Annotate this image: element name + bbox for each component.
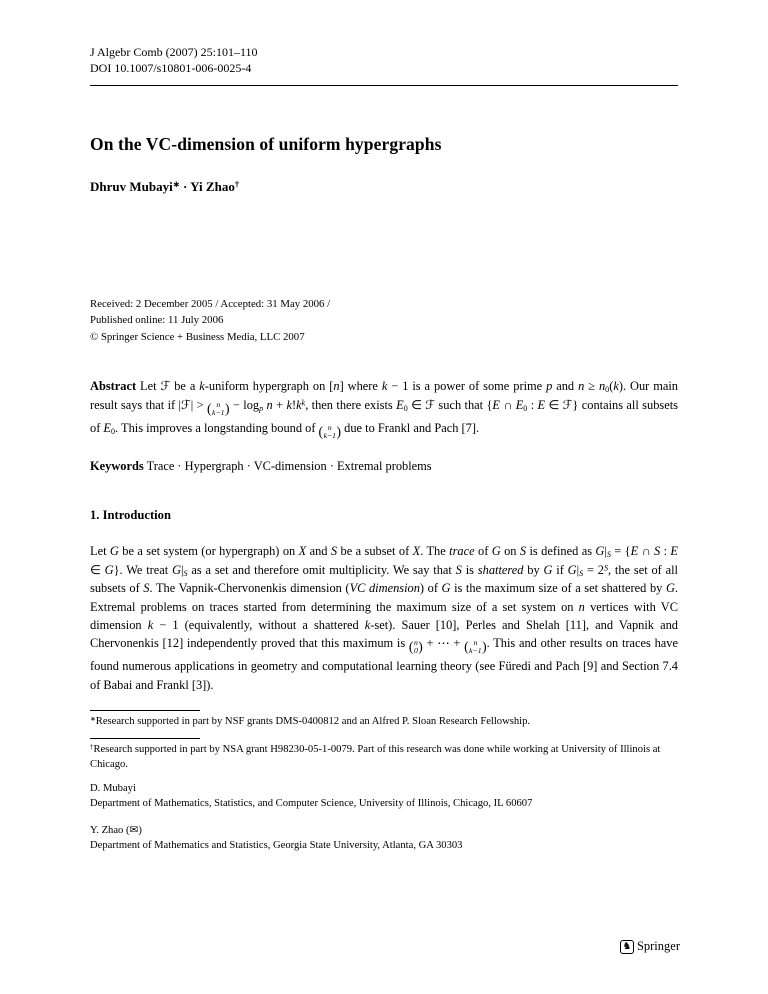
- springer-logo: [620, 939, 680, 954]
- footnotes: [90, 710, 678, 772]
- keywords-label: Keywords: [90, 459, 144, 474]
- journal-doi: DOI 10.1007/s10801-006-0025-4: [90, 61, 252, 76]
- article-title: On the VC-dimension of uniform hypergraphs: [90, 134, 442, 155]
- received-accepted-line: Received: 2 December 2005 / Accepted: 31 May 2006 /: [90, 298, 331, 311]
- footnote-rule-1: [90, 710, 200, 711]
- journal-header: [90, 44, 678, 86]
- springer-horse-icon: ♞: [620, 940, 634, 954]
- abstract-text: Let ℱ be a k-uniform hypergraph on [n] where k − 1 is a power of some prime p and $n \ge n_0(k)$. Our main result says that if |ℱ| > ( n k−1 ) − logp $n + k!k^k$, then there exists $E_0$ ∈ ℱ such that {E ∩ $E_0$ : E ∈ ℱ} contains all subsets of $E_0$. This improves a longstanding bound of ( n k−1 ) due to Frankl and Pach [7].: [90, 378, 678, 441]
- address-zhao-name: Y. Zhao (✉): [90, 825, 142, 837]
- journal-citation: J Algebr Comb (2007) 25:101–110: [90, 45, 258, 59]
- address-mubayi: [90, 781, 678, 811]
- footnote-rule-2: [90, 738, 200, 739]
- article-history: [90, 296, 678, 345]
- footnote-2: [90, 738, 678, 772]
- address-mubayi-name: D. Mubayi: [90, 782, 136, 794]
- abstract-label: Abstract: [90, 378, 137, 393]
- author-addresses: [90, 781, 678, 853]
- address-zhao-dept: Department of Mathematics and Statistics, Georgia State University, Atlanta, GA 30303: [90, 840, 463, 852]
- footnote-2-text: †Research supported in part by NSA grant H98230-05-1-0079. Part of this research was done while working at University of Illinois at Chicago.: [90, 743, 661, 770]
- published-online-line: Published online: 11 July 2006: [90, 314, 224, 327]
- introduction-paragraph: Let G be a set system (or hypergraph) on X and S be a subset of X. The trace of G on S is defined as G|S = {E ∩ S : E ∈ G}. We treat G|S as a set and therefore omit multiplicity. We say that S is shattered by G if $G|S = 2^S$, the set of all subsets of S. The Vapnik-Chervonenkis dimension (VC dimension) of G is the maximum size of a set shattered by G. Extremal problems on traces started from determining the maximum size of a set system on n vertices with VC dimension k − 1 (equivalently, without a shattered k-set). Sauer [10], Perles and Shelah [11], and Vapnik and Chervonenkis [12] independently proved that this maximum is ( n 0 ) + ⋯ + ( n k−1 ) . This and other results on traces have found numerous applications in geometry and computational learning theory (see Füredi and Pach [9] and Section 7.4 of Babai and Frankl [3]).: [90, 543, 678, 692]
- abstract: [90, 377, 678, 443]
- footnote-1-text: ∗Research supported in part by NSF grants DMS-0400812 and an Alfred P. Sloan Research Fellowship.: [90, 715, 531, 727]
- address-zhao: [90, 823, 678, 853]
- keywords: [90, 457, 678, 475]
- section-heading: 1. Introduction: [90, 507, 171, 522]
- springer-logo-text: Springer: [636, 939, 680, 953]
- address-mubayi-dept: Department of Mathematics, Statistics, and Computer Science, University of Illinois, Chicago, IL 60607: [90, 798, 533, 810]
- footnote-1: [90, 710, 678, 729]
- authors-line: Dhruv Mubayi∗ · Yi Zhao†: [90, 179, 240, 195]
- copyright-line: © Springer Science + Business Media, LLC 2007: [90, 330, 305, 343]
- keywords-text: Trace · Hypergraph · VC-dimension · Extremal problems: [143, 459, 432, 474]
- header-rule: [90, 85, 678, 86]
